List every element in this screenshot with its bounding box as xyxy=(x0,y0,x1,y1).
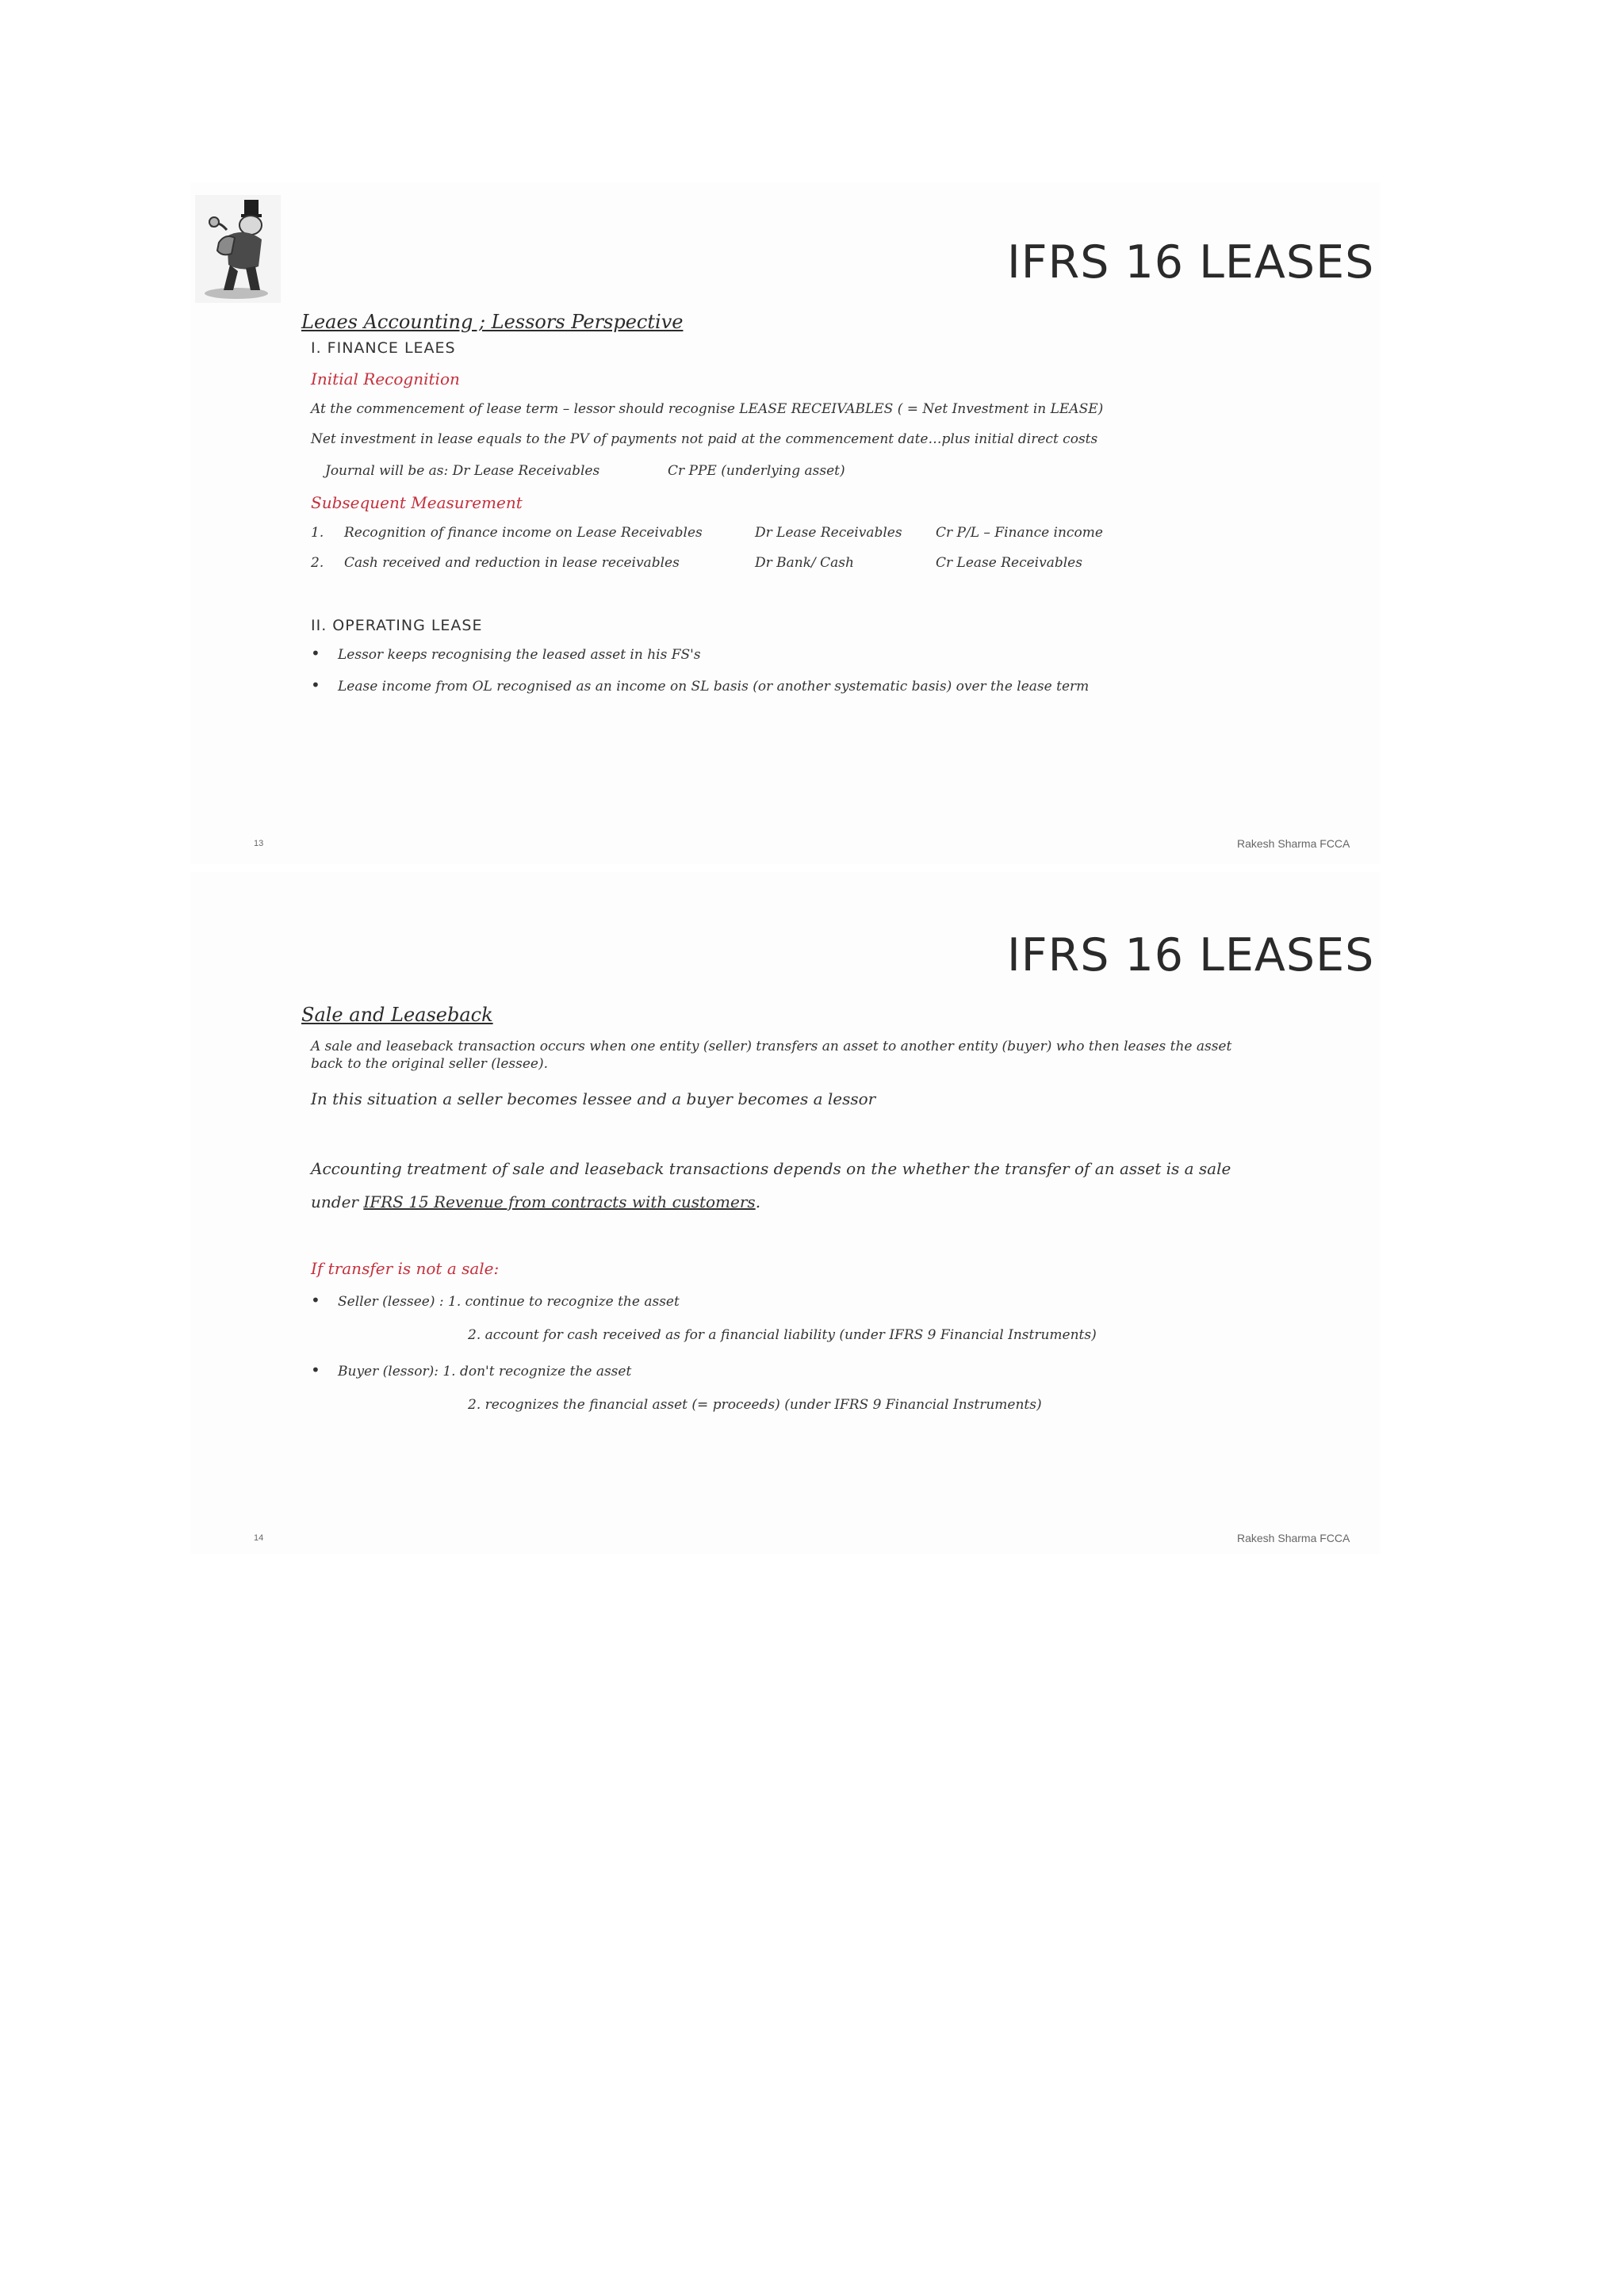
slide-title: IFRS 16 LEASES xyxy=(1007,929,1375,982)
subheading-not-sale: If transfer is not a sale: xyxy=(311,1259,500,1278)
subheading-subsequent-measurement: Subsequent Measurement xyxy=(311,493,523,512)
paragraph-line: Accounting treatment of sale and leaseback transactions depends on the whether the transfer of an asset is a sale xyxy=(311,1159,1231,1178)
paragraph-line: In this situation a seller becomes lessee and a buyer becomes a lessor xyxy=(311,1089,876,1108)
bullet-text: Buyer (lessor): 1. don't recognize the asset xyxy=(338,1364,632,1380)
bullet-marker: • xyxy=(311,1291,320,1310)
journal-debit: Journal will be as: Dr Lease Receivables xyxy=(325,463,600,479)
list-item-debit: Dr Bank/ Cash xyxy=(755,555,854,571)
footer-author: Rakesh Sharma FCCA xyxy=(1237,1532,1350,1544)
journal-credit: Cr PPE (underlying asset) xyxy=(668,463,845,479)
footer-author: Rakesh Sharma FCCA xyxy=(1237,837,1350,850)
page-number: 13 xyxy=(254,839,264,848)
page-number: 14 xyxy=(254,1533,264,1543)
paragraph-line: A sale and leaseback transaction occurs when one entity (seller) transfers an asset to another entity (buyer) who then leases the asset xyxy=(311,1039,1232,1054)
bullet-marker: • xyxy=(311,675,320,695)
subheading-initial-recognition: Initial Recognition xyxy=(311,369,460,388)
author-logo-illustration xyxy=(195,195,281,303)
paragraph-suffix: . xyxy=(755,1192,761,1211)
list-item-debit: Dr Lease Receivables xyxy=(755,525,902,541)
list-item-credit: Cr Lease Receivables xyxy=(936,555,1082,571)
text-line: Net investment in lease equals to the PV of payments not paid at the commencement date…plus initial direct costs xyxy=(311,431,1098,447)
list-item-credit: Cr P/L – Finance income xyxy=(936,525,1103,541)
list-item-text: Recognition of finance income on Lease Receivables xyxy=(344,525,703,541)
paragraph-prefix: under xyxy=(311,1192,364,1211)
ifrs15-link[interactable]: IFRS 15 Revenue from contracts with customers xyxy=(363,1192,756,1211)
bullet-marker: • xyxy=(311,1360,320,1380)
list-item-number: 2. xyxy=(311,555,324,571)
bullet-text: Lease income from OL recognised as an income on SL basis (or another systematic basis) over the lease term xyxy=(338,679,1090,695)
bullet-text: Seller (lessee) : 1. continue to recognize the asset xyxy=(338,1294,680,1310)
bullet-subtext: 2. recognizes the financial asset (= proceeds) (under IFRS 9 Financial Instruments) xyxy=(468,1397,1042,1413)
bullet-marker: • xyxy=(311,644,320,663)
subheading-finance-lease: I. FINANCE LEAES xyxy=(311,339,456,357)
bullet-subtext: 2. account for cash received as for a financial liability (under IFRS 9 Financial Instruments) xyxy=(468,1327,1097,1343)
bullet-text: Lessor keeps recognising the leased asset in his FS's xyxy=(338,647,701,663)
section-heading: Leaes Accounting ; Lessors Perspective xyxy=(301,311,684,333)
list-item-text: Cash received and reduction in lease receivables xyxy=(344,555,680,571)
section-heading: Sale and Leaseback xyxy=(301,1004,493,1026)
paragraph-line: back to the original seller (lessee). xyxy=(311,1056,548,1072)
slide-title: IFRS 16 LEASES xyxy=(1007,236,1375,289)
subheading-operating-lease: II. OPERATING LEASE xyxy=(311,617,483,634)
text-line: At the commencement of lease term – lessor should recognise LEASE RECEIVABLES ( = Net Investment in LEASE) xyxy=(311,401,1104,417)
list-item-number: 1. xyxy=(311,525,324,541)
paragraph-line xyxy=(311,1192,760,1211)
